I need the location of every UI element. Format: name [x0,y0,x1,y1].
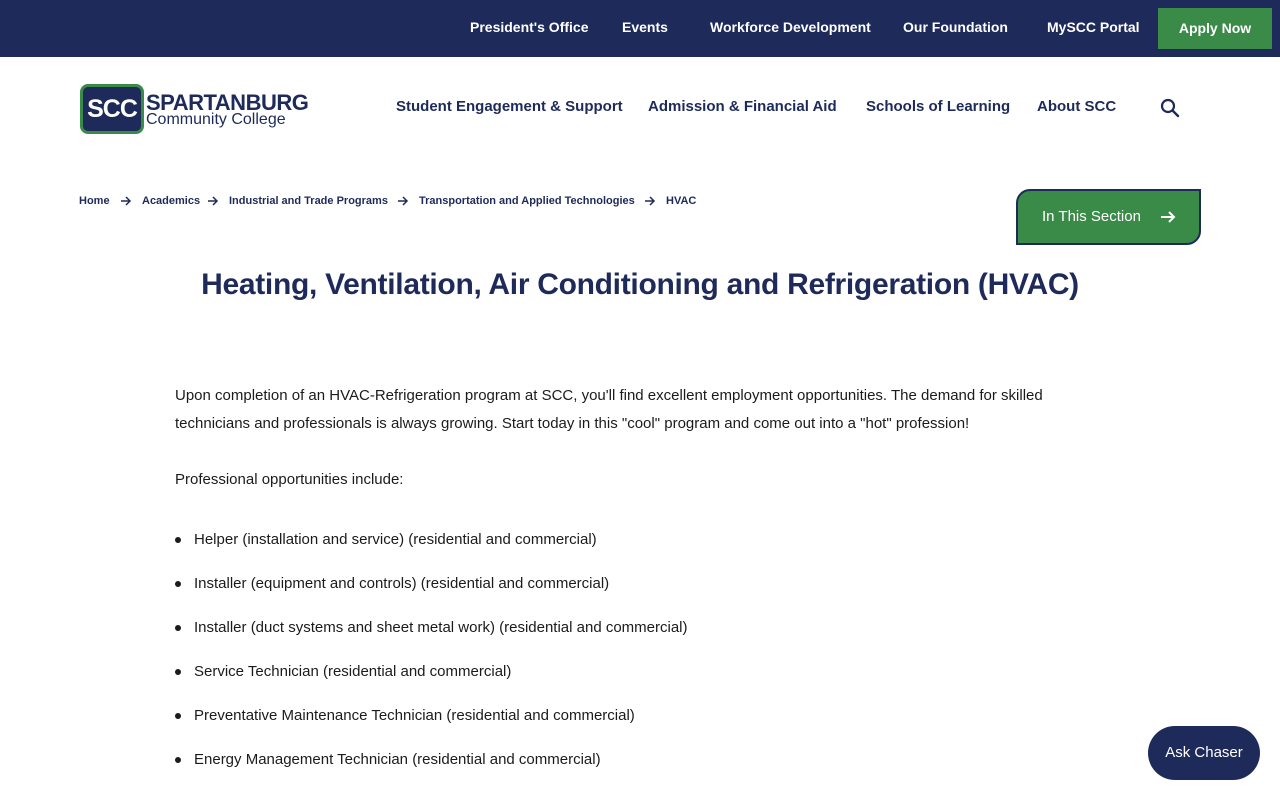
bullet [175,713,181,719]
logo-mark [80,84,144,134]
list-item-text: Installer (equipment and controls) (residential and commercial) [194,575,610,592]
list-item-text: Installer (duct systems and sheet metal work) (residential and commercial) [194,619,688,636]
utility-bar [0,0,1280,57]
in-this-section-label: In This Section [1042,208,1141,225]
utility-link-events[interactable]: Events [622,19,668,35]
list-item-text: Energy Management Technician (residential and commercial) [194,751,601,768]
search-button[interactable] [1158,96,1182,120]
logo-name: SPARTANBURG [146,90,309,115]
arrow-right-icon [1160,210,1176,224]
utility-link-myscc-portal[interactable]: MySCC Portal [1047,19,1140,35]
list-item [175,614,1075,658]
bullet [175,581,181,587]
bullet [175,625,181,631]
college-logo[interactable] [80,84,309,136]
nav-admission-financial-aid[interactable]: Admission & Financial Aid [648,98,837,115]
nav-about-scc[interactable]: About SCC [1037,98,1117,115]
apply-now-button[interactable]: Apply Now [1158,8,1272,49]
breadcrumb-arrow-icon [644,194,656,208]
opportunities-list [175,526,1075,790]
opportunities-heading: Professional opportunities include: [175,471,404,488]
list-item [175,526,1075,570]
intro-paragraph: Upon completion of an HVAC-Refrigeration program at SCC, you'll find excellent employment opportunities. The demand for skilled technicians and professionals is always growing. Start today in this "cool" program and come out into a "hot" profession! [175,387,1043,432]
page-title: Heating, Ventilation, Air Conditioning and Refrigeration (HVAC) [201,268,1079,301]
list-item [175,702,1075,746]
utility-link-our-foundation[interactable]: Our Foundation [903,19,1008,35]
bullet [175,669,181,675]
utility-link-workforce-development[interactable]: Workforce Development [710,19,871,35]
breadcrumb-current: HVAC [666,195,697,207]
logo-mark-text: SCC [87,95,137,123]
in-this-section-button[interactable] [1016,189,1201,245]
breadcrumb-arrow-icon [207,194,219,208]
list-item [175,570,1075,614]
logo-subname: Community College [146,111,286,128]
breadcrumb-industrial-trade[interactable]: Industrial and Trade Programs [229,195,388,207]
list-item [175,658,1075,702]
utility-link-presidents-office[interactable]: President's Office [470,19,589,35]
breadcrumb-home[interactable]: Home [79,195,110,207]
nav-student-engagement[interactable]: Student Engagement & Support [396,98,623,115]
list-item-text: Preventative Maintenance Technician (residential and commercial) [194,707,635,724]
breadcrumb-arrow-icon [120,194,132,208]
breadcrumb-academics[interactable]: Academics [142,195,201,207]
bullet [175,537,181,543]
breadcrumb-transportation[interactable]: Transportation and Applied Technologies [419,195,635,207]
list-item [175,746,1075,790]
ask-chaser-button[interactable]: Ask Chaser [1148,726,1260,780]
list-item-text: Helper (installation and service) (residential and commercial) [194,531,597,548]
nav-schools-of-learning[interactable]: Schools of Learning [866,98,1011,115]
bullet [175,757,181,763]
search-icon [1158,96,1182,120]
breadcrumb-arrow-icon [397,194,409,208]
list-item-text: Service Technician (residential and commercial) [194,663,512,680]
